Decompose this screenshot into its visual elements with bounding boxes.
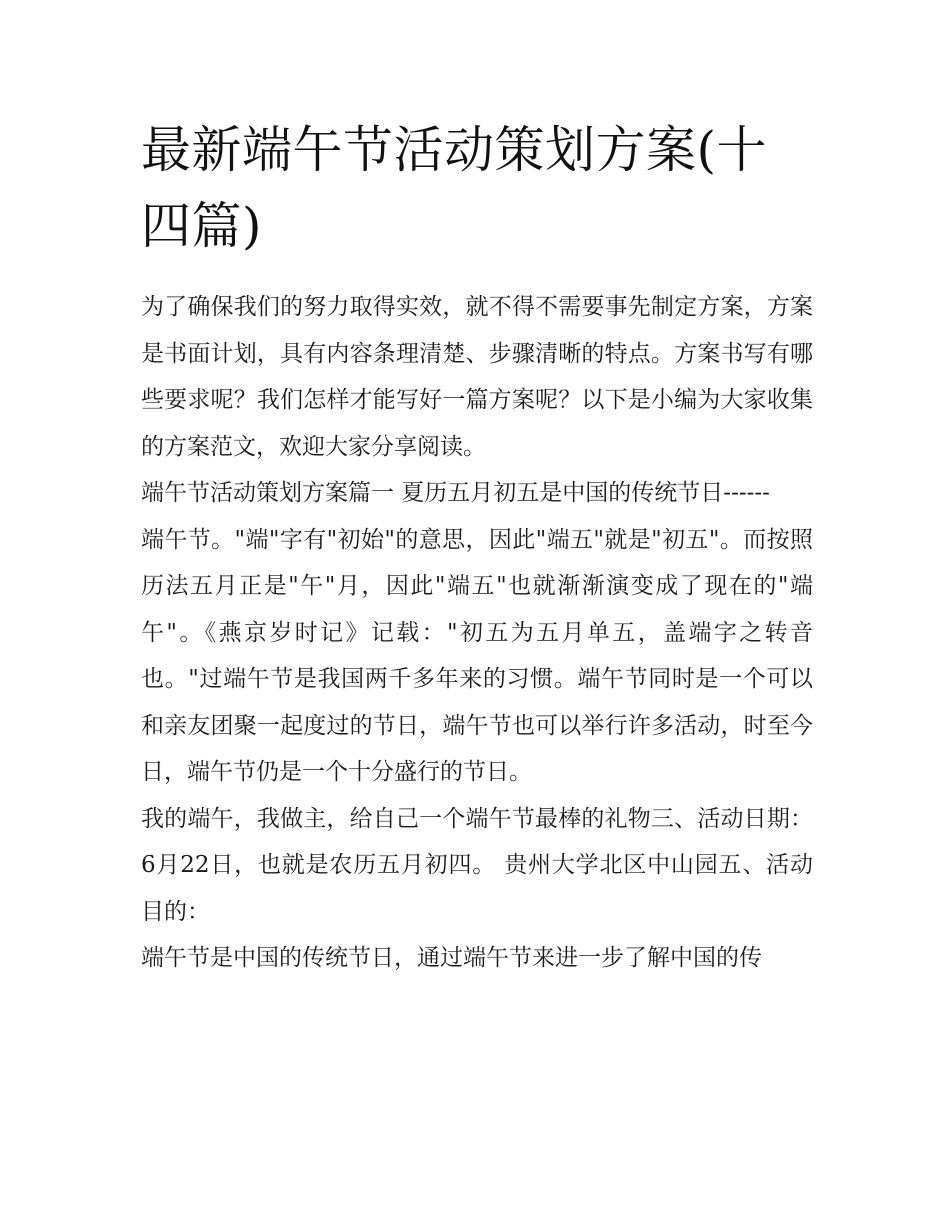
document-body [141, 112, 813, 982]
paragraph-activity-date: 我的端午，我做主，给自己一个端午节最棒的礼物三、活动日期： 6月22日，也就是农历五月初四。 贵州大学北区中山园五、活动目的： [141, 805, 813, 925]
paragraph-section-heading: 端午节活动策划方案篇一 夏历五月初五是中国的传统节日------ [141, 480, 770, 506]
paragraph-origin: 端午节。"端"字有"初始"的意思，因此"端五"就是"初五"。而按照历法五月正是"午"月，因此"端五"也就渐渐演变成了现在的"端午"。《燕京岁时记》记载："初五为五月单五，盖端字之转音也。"过端午节是我国两千多年来的习惯。端午节同时是一个可以和亲友团聚一起度过的节日，端午节也可以举行许多活动，时至今日，端午节仍是一个十分盛行的节日。 [141, 526, 813, 785]
paragraph-purpose: 端午节是中国的传统节日，通过端午节来进一步了解中国的传 [141, 945, 762, 971]
paragraph-intro: 为了确保我们的努力取得实效，就不得不需要事先制定方案，方案是书面计划，具有内容条理清楚、步骤清晰的特点。方案书写有哪些要求呢？我们怎样才能写好一篇方案呢？以下是小编为大家收集的方案范文，欢迎大家分享阅读。 [141, 294, 813, 460]
document-title: 最新端午节活动策划方案(十四篇) [141, 121, 768, 255]
